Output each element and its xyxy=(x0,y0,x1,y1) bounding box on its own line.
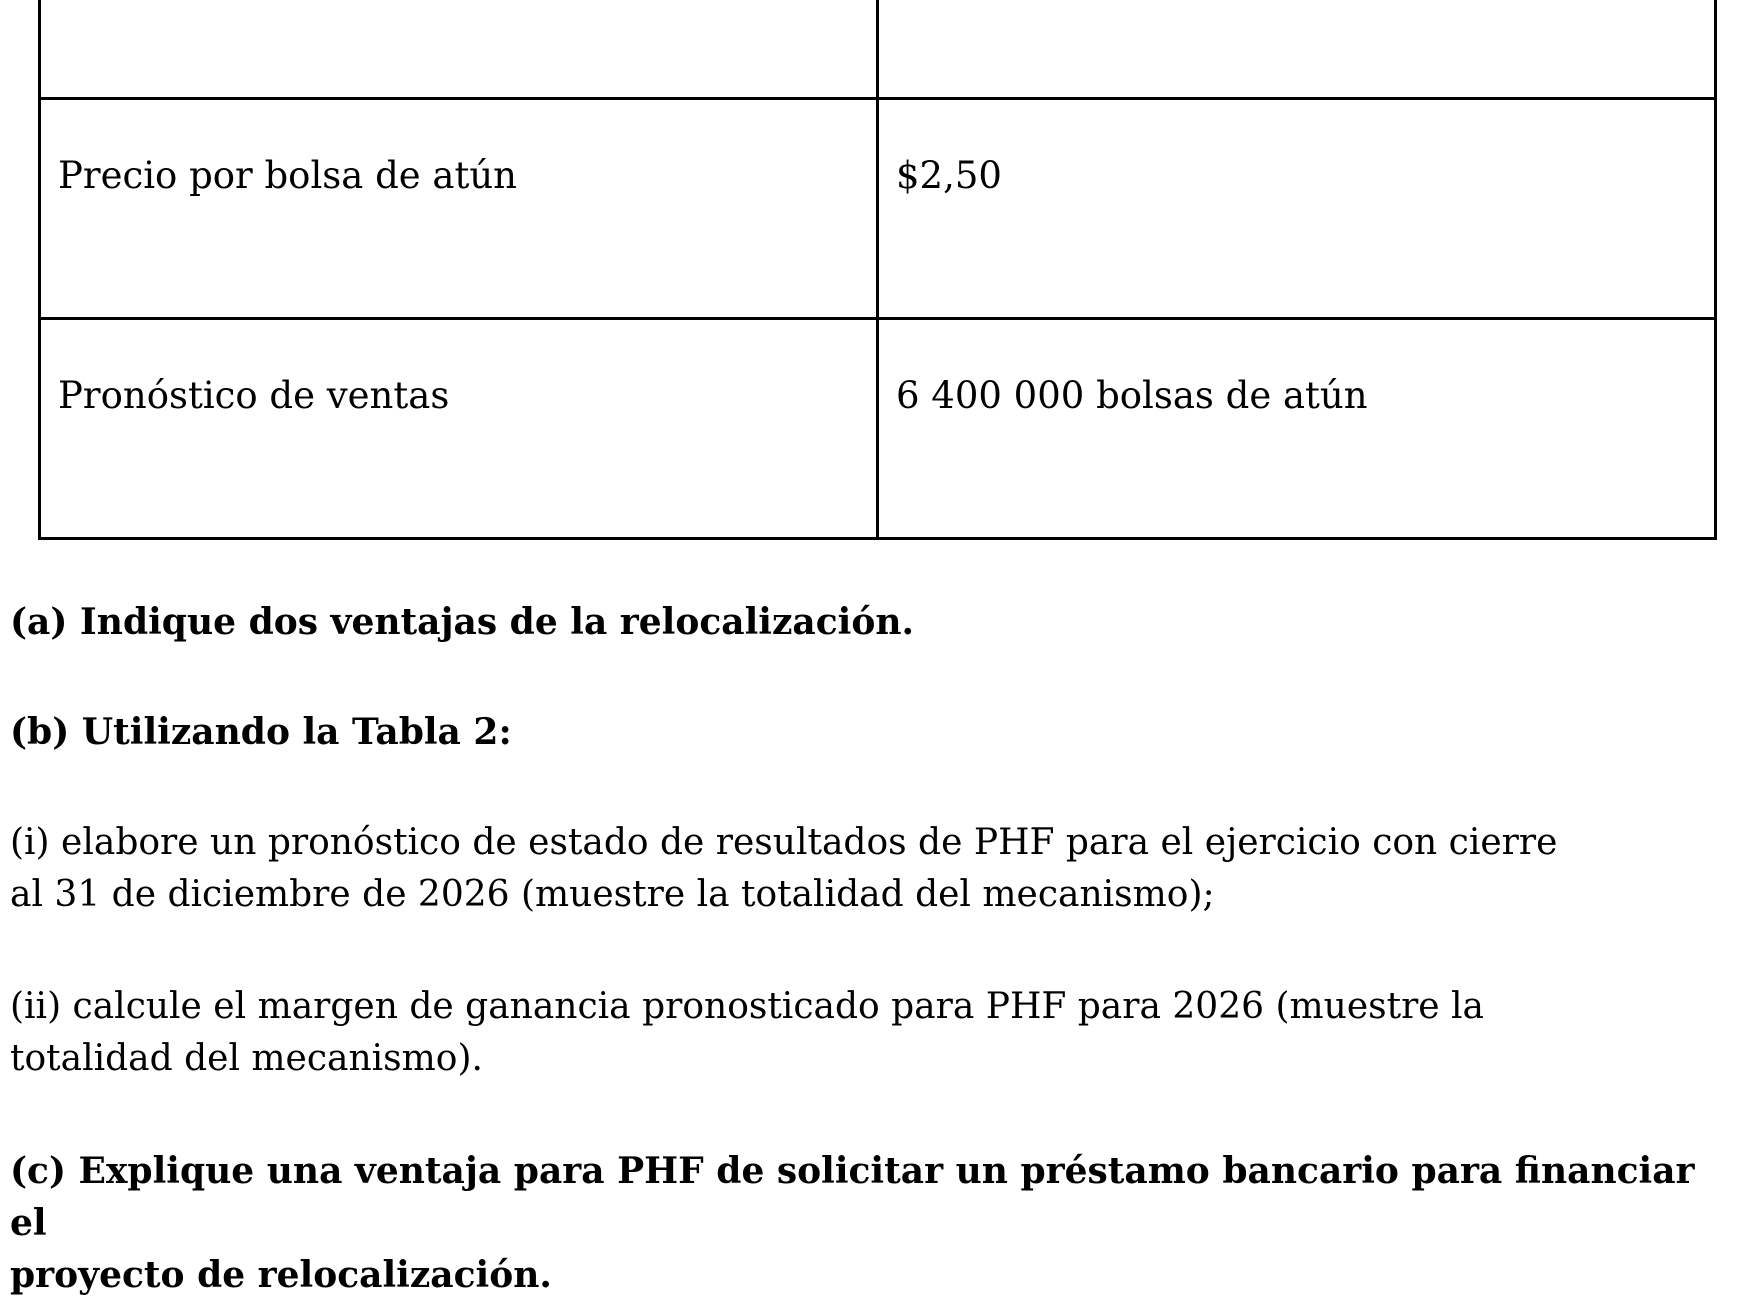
table-cell-label xyxy=(40,0,878,99)
table-row xyxy=(40,319,1716,539)
question-c-line1: (c) Explique una ventaja para PHF de solicitar un préstamo bancario para financiar el xyxy=(10,1150,1695,1244)
price-value: $2,50 xyxy=(896,154,1002,197)
question-b-ii-line1: (ii) calcule el margen de ganancia pronosticado para PHF para 2026 (muestre la xyxy=(10,986,1484,1027)
data-table xyxy=(38,0,1717,540)
price-label: Precio por bolsa de atún xyxy=(58,154,518,197)
table-row xyxy=(40,0,1716,99)
table-cell-label xyxy=(40,99,878,319)
question-b-ii-line2: totalidad del mecanismo). xyxy=(10,1038,483,1079)
table-cell-value xyxy=(878,319,1716,539)
forecast-value: 6 400 000 bolsas de atún xyxy=(896,374,1368,417)
question-b-ii xyxy=(10,981,1710,1085)
question-b-i xyxy=(10,817,1710,921)
question-c-line2: proyecto de relocalización. xyxy=(10,1254,552,1296)
question-b-i-line2: al 31 de diciembre de 2026 (muestre la totalidad del mecanismo); xyxy=(10,874,1215,915)
table-cell-label xyxy=(40,319,878,539)
question-a: (a) Indique dos ventajas de la relocalización. xyxy=(10,601,915,643)
question-b: (b) Utilizando la Tabla 2: xyxy=(10,711,512,753)
table-cell-value xyxy=(878,99,1716,319)
question-b-i-line1: (i) elabore un pronóstico de estado de resultados de PHF para el ejercicio con cierre xyxy=(10,822,1558,863)
forecast-label: Pronóstico de ventas xyxy=(58,374,450,417)
question-c xyxy=(10,1145,1710,1301)
table-cell-value xyxy=(878,0,1716,99)
table-row xyxy=(40,99,1716,319)
